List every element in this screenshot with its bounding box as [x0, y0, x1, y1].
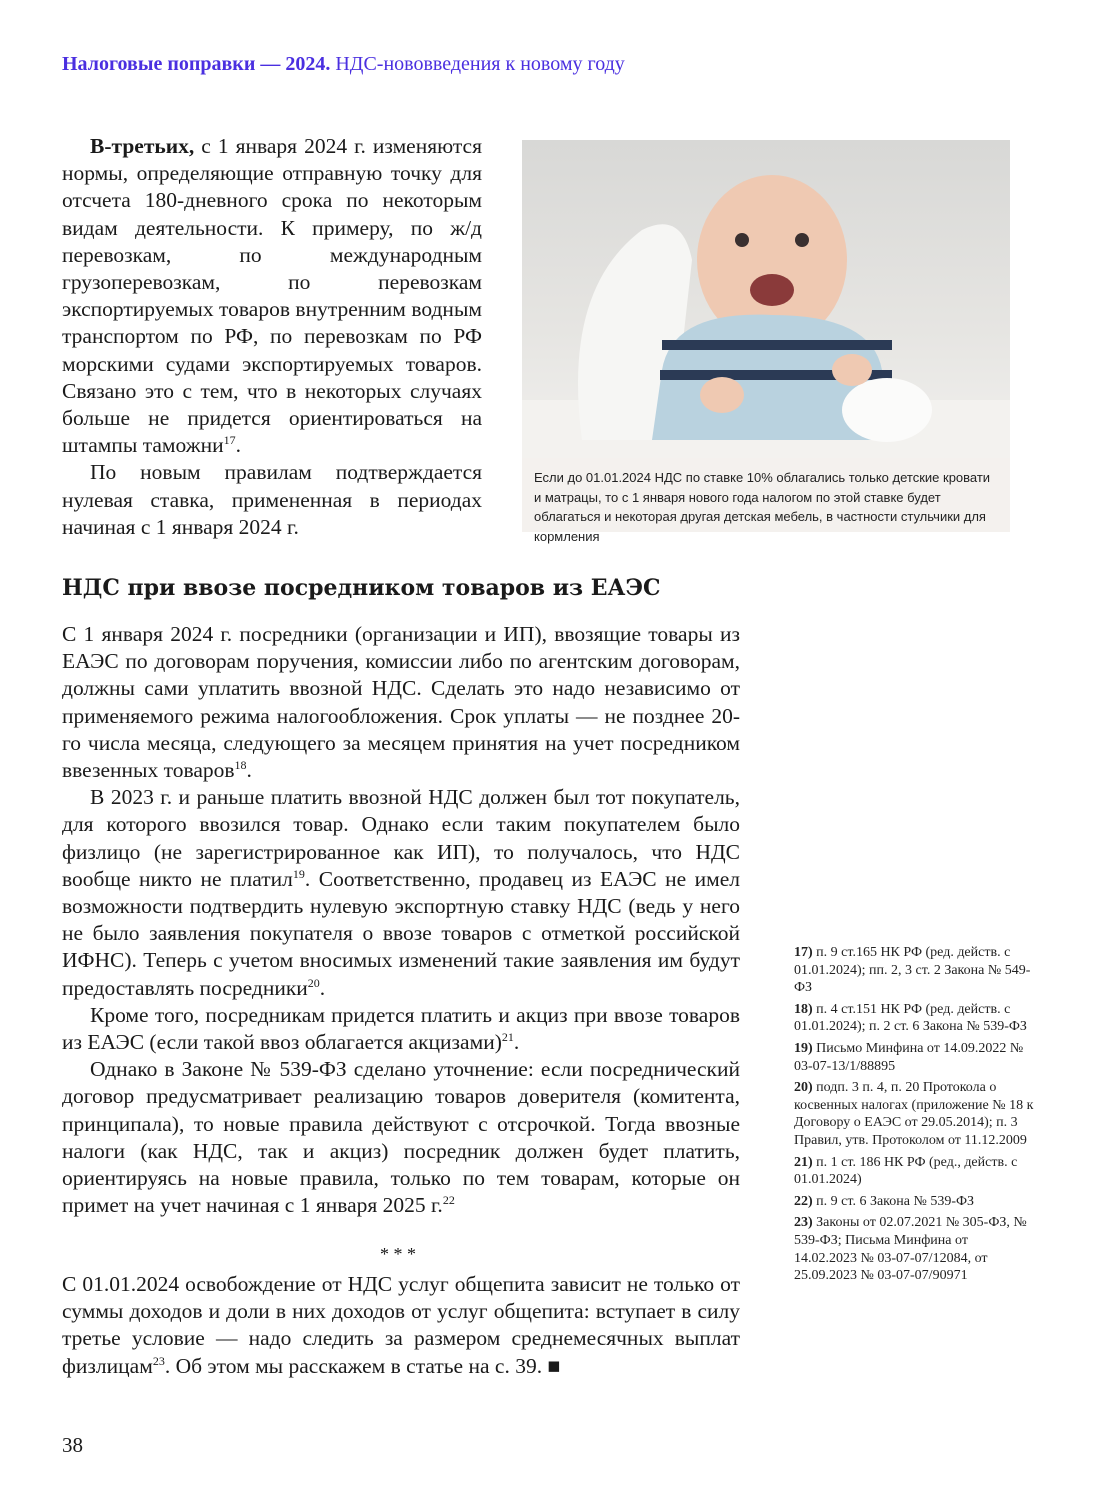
footnote-number: 17): [794, 945, 813, 960]
footnote-number: 21): [794, 1154, 813, 1170]
footnote-number: 18): [794, 1001, 813, 1017]
lead-in: В-третьих,: [90, 134, 195, 158]
section-separator: * * *: [380, 1244, 416, 1264]
footnote: [794, 1193, 1034, 1211]
footnote-ref[interactable]: 21: [501, 1029, 514, 1044]
footnote: [794, 1001, 1034, 1036]
paragraph-text: .: [235, 433, 241, 458]
footnote-number: 23): [794, 1215, 813, 1231]
footnote-text: п. 4 ст.151 НК РФ (ред. действ. с 01.01.2024); п. 2 ст. 6 Закона № 539-ФЗ: [794, 1001, 1027, 1035]
paragraph-text: С 01.01.2024 освобождение от НДС услуг общепита зависит не только от суммы доходов и доли в них доходов от услуг общепита: вступает в силу третье условие — надо следить за размером среднемесячных выплат физлицам: [62, 1272, 740, 1378]
paragraph: [62, 1271, 740, 1380]
paragraph-text: Однако в Законе № 539-ФЗ сделано уточнение: если посреднический договор предусматривает реализацию товаров доверителя (комитента, принципала), то новые правила действуют с отсрочкой. Тогда ввозные налоги (как НДС, так и акциз) посредник должен будет платить, ориентируясь на новые правила, только по тем товарам, которые он примет на учет начиная с 1 января 2025 г.: [62, 1057, 740, 1218]
paragraph: [62, 133, 482, 459]
footnote-ref[interactable]: 23: [152, 1353, 165, 1368]
paragraph: В 2023 г. и раньше платить ввозной НДС должен был тот покупатель, для которого ввозился товар. Однако если таким покупателем было физлицо (не зарегистрированное как ИП), то получалось, что НДС вообще никто не платил$^{19}$. Соответственно, продавец из ЕАЭС не имел возможности подтвердить нулевую экспортную ставку НДС (ведь у него не было заявления покупателя о ввозе товаров с отметкой российской ИФНС). Теперь с учетом вносимых изменений такие заявления им будут предоставлять посредники$^{20}$.: [62, 785, 740, 1000]
footnote-text: п. 9 ст.165 НК РФ (ред. действ. с 01.01.2024); пп. 2, 3 ст. 2 Закона № 549-ФЗ: [794, 945, 1031, 996]
intro-column: [62, 133, 482, 541]
paragraph: Кроме того, посредникам придется платить и акциз при ввозе товаров из ЕАЭС (если такой ввоз облагается акцизами)$^{21}$.: [62, 1002, 740, 1055]
paragraph-text: С 1 января 2024 г. посредники (организации и ИП), ввозящие товары из ЕАЭС по договорам поручения, комиссии либо по агентским договорам, должны сами уплатить ввозной НДС. Сделать это надо независимо от применяемого режима налогообложения. Срок уплаты — не позднее 20-го числа месяца, следующего за месяцем принятия на учет посредником ввезенных товаров: [62, 622, 740, 783]
footnote: [794, 1079, 1034, 1149]
paragraph: С 1 января 2024 г. посредники (организации и ИП), ввозящие товары из ЕАЭС по договорам поручения, комиссии либо по агентским договорам, должны сами уплатить ввозной НДС. Сделать это надо независимо от применяемого режима налогообложения. Срок уплаты — не позднее 20-го числа месяца, следующего за месяцем принятия на учет посредником ввезенных товаров$^{18}$.: [62, 622, 740, 783]
header-subtitle: НДС-нововведения к новому году: [335, 53, 625, 75]
footnote-ref[interactable]: 19: [292, 866, 305, 881]
footnote-text: Законы от 02.07.2021 № 305-ФЗ, № 539-ФЗ; Письма Минфина от 14.02.2023 № 03-07-07/12084, от 25.09.2023 № 03-07-07/90971: [794, 1215, 1027, 1284]
paragraph-text: . Соответственно, продавец из ЕАЭС не имел возможности подтвердить нулевую экспортную ставку НДС (ведь у него не было заявления покупателя о ввозе товаров с отметкой российской ИФНС). Теперь с учетом вносимых изменений такие заявления им будут предоставлять посредники: [62, 866, 740, 1000]
footnote: [794, 1214, 1034, 1284]
footnote: [794, 944, 1034, 997]
paragraph-text: . Об этом мы расскажем в статье на с. 39. ■: [164, 1353, 561, 1378]
footnote-number: 20): [794, 1080, 813, 1096]
photo-caption: Если до 01.01.2024 НДС по ставке 10% облагались только детские кровати и матрацы, то с 1 января нового года налогом по этой ставке будет облагаться и некоторая другая детская мебель, в частности стульчики для кормления: [522, 458, 1010, 532]
running-header: [62, 53, 625, 76]
footnote: [794, 1040, 1034, 1075]
footnote-text: Письмо Минфина от 14.09.2022 № 03-07-13/1/88895: [794, 1040, 1024, 1074]
footnote-number: 22): [794, 1193, 813, 1209]
footnote-ref[interactable]: 20: [307, 975, 320, 990]
footnote-text: подп. 3 п. 4, п. 20 Протокола о косвенных налогах (приложение № 18 к Договору о ЕАЭС от 29.05.2014); п. 3 Правил, утв. Протоколом от 11.12.2009: [794, 1080, 1034, 1148]
paragraph-text: В 2023 г. и раньше платить ввозной НДС должен был тот покупатель, для которого ввозился товар. Однако если таким покупателем было физлицо (не зарегистрированное как ИП), то получалось, что НДС вообще никто не платил: [62, 785, 740, 891]
footnote-ref[interactable]: 17: [223, 433, 236, 448]
footnote-ref[interactable]: 22: [442, 1193, 455, 1208]
footnote-text: п. 9 ст. 6 Закона № 539-ФЗ: [816, 1193, 975, 1209]
paragraph: По новым правилам подтверждается нулевая ставка, примененная в периодах начиная с 1 января 2024 г.: [62, 460, 482, 539]
closing-text: [62, 1271, 740, 1380]
photo-illustration: [522, 140, 1010, 458]
baby-highchair-photo: [522, 140, 1010, 458]
paragraph-text: Кроме того, посредникам придется платить и акциз при ввозе товаров из ЕАЭС (если такой ввоз облагается акцизами): [62, 1002, 740, 1055]
header-section: Налоговые поправки — 2024.: [62, 53, 331, 75]
page-number: 38: [62, 1433, 83, 1457]
footnote: [794, 1154, 1034, 1189]
paragraph: [62, 1056, 740, 1219]
section-heading: НДС при ввозе посредником товаров из ЕАЭС: [62, 575, 661, 601]
footnote-number: 19): [794, 1040, 813, 1056]
paragraph-text: с 1 января 2024 г. изменяются нормы, определяющие отправную точку для отсчета 180-дневного срока по некоторым видам деятельности. К примеру, по ж/д перевозкам, по международным грузоперевозкам, по перевозкам экспортируемых товаров внутренним водным транспортом по РФ, по перевозкам по РФ морскими судами экспортируемых товаров. Связано это с тем, что в некоторых случаях больше не придется ориентироваться на штампы таможни: [62, 134, 482, 458]
footnote-ref[interactable]: 18: [234, 757, 247, 772]
main-text: [62, 621, 740, 1219]
footnotes: [794, 944, 1034, 1289]
footnote-text: п. 1 ст. 186 НК РФ (ред., действ. с 01.01.2024): [794, 1154, 1018, 1188]
